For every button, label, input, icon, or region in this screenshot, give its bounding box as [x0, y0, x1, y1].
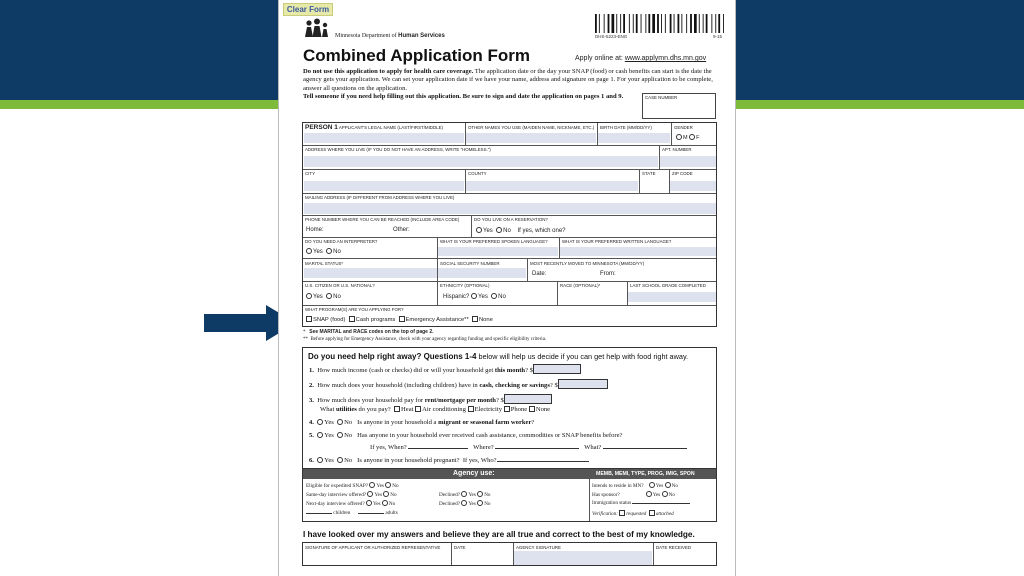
footnote-2: ** Before applying for Emergency Assistance, check with your agency regarding funding and specific eligibility criteria. — [303, 337, 547, 342]
reservation-no-radio[interactable] — [496, 227, 502, 233]
spoken-language-label: WHAT IS YOUR PREFERRED SPOKEN LANGUAGE? — [440, 239, 548, 244]
apply-online-text: Apply online at: www.applymn.dhs.mn.gov — [575, 55, 707, 62]
other-names-label: OTHER NAMES YOU USE (MAIDEN NAME, NICKNAME, ETC.) — [468, 125, 595, 130]
citizen-options: Yes No — [306, 293, 341, 300]
income-input[interactable] — [533, 364, 581, 374]
city-input[interactable] — [304, 181, 464, 191]
q5-no-radio[interactable] — [337, 432, 343, 438]
question-2: 2. How much does your household (including children) have in cash, checking or savings? $ — [309, 379, 608, 389]
nextday-declined-no-radio[interactable] — [477, 500, 483, 506]
birth-date-input[interactable] — [598, 133, 670, 143]
written-language-label: WHAT IS YOUR PREFERRED WRITTEN LANGUAGE? — [562, 239, 672, 244]
other-names-input[interactable] — [466, 133, 596, 143]
help-section-title: Do you need help right away? Questions 1-4 below will help us decide if you can get help with food right away. — [308, 352, 689, 361]
moved-date-label: Date: — [532, 271, 547, 277]
address-input[interactable] — [304, 156, 658, 167]
immigration-status-input[interactable] — [632, 503, 690, 504]
marital-status-label: MARITAL STATUS* — [305, 261, 344, 266]
form-footnotes — [303, 329, 715, 343]
q6-yes-radio[interactable] — [317, 457, 323, 463]
q4-no-radio[interactable] — [337, 419, 343, 425]
rent-input[interactable] — [504, 394, 552, 404]
legal-name-input[interactable] — [304, 133, 464, 143]
agency-signature-label: AGENCY SIGNATURE — [516, 545, 561, 550]
agency-codes: MEMB, MEMI, TYPE, PROG, IMIG, SPON — [596, 470, 695, 477]
utility-phone-checkbox[interactable] — [504, 406, 510, 412]
q5-what-input[interactable] — [603, 448, 687, 449]
signature-row — [302, 542, 717, 566]
verification-attached-checkbox[interactable] — [649, 510, 655, 516]
citizen-yes-radio[interactable] — [306, 293, 312, 299]
sameday-no-radio[interactable] — [383, 491, 389, 497]
mailing-address-input[interactable] — [304, 203, 716, 214]
same-day-row: Same-day interview offered? Yes No — [306, 492, 397, 498]
zip-code-input[interactable] — [670, 181, 716, 191]
barcode-icon — [595, 14, 725, 33]
form-instructions: Do not use this application to apply for health care coverage. The application date or the day your SNAP (food) or cash benefits can start is the date the agency gets your application. We can set your application date if we have your name, address and signature on page 1. For your application to be complete, answer all questions on the application. Tell someone if you need help filling out this application. Be sure to sign and date the application on pages 1 and 9. — [303, 68, 713, 101]
expedited-yes-radio[interactable] — [369, 482, 375, 488]
question-3: 3. How much does your household pay for rent/mortgage per month? $ — [309, 394, 552, 404]
apply-online-link[interactable]: www.applymn.dhs.mn.gov — [624, 55, 707, 62]
program-cash-checkbox[interactable] — [349, 316, 355, 322]
reservation-options: Yes No If yes, which one? — [476, 227, 566, 234]
q5-when-input[interactable] — [408, 448, 468, 449]
sameday-declined-row: Declined? Yes No — [439, 492, 491, 498]
moved-from-label: From: — [600, 271, 616, 277]
q4-yes-radio[interactable] — [317, 419, 323, 425]
signature-date-field[interactable] — [453, 552, 512, 564]
mailing-address-label: MAILING ADDRESS (IF DIFFERENT FROM ADDRESS WHERE YOU LIVE) — [305, 195, 455, 200]
next-day-row: Next-day interview offered? Yes No — [306, 501, 396, 507]
ssn-label: SOCIAL SECURITY NUMBER — [440, 261, 500, 266]
program-emergency-checkbox[interactable] — [399, 316, 405, 322]
gender-f-radio[interactable] — [689, 134, 695, 140]
phone-other-label: Other: — [393, 227, 410, 233]
signature-date-label: DATE — [454, 545, 466, 550]
program-snap-checkbox[interactable] — [306, 316, 312, 322]
program-none-checkbox[interactable] — [472, 316, 478, 322]
phone-home-label: Home: — [306, 227, 324, 233]
utility-heat-checkbox[interactable] — [394, 406, 400, 412]
race-label: RACE (OPTIONAL)* — [560, 283, 601, 288]
city-label: CITY — [305, 171, 316, 176]
q6-no-radio[interactable] — [337, 457, 343, 463]
nextday-yes-radio[interactable] — [366, 500, 372, 506]
sponsor-yes-radio[interactable] — [646, 491, 652, 497]
gender-options: M F — [676, 134, 700, 141]
expedited-no-radio[interactable] — [385, 482, 391, 488]
form-code: DHS-5223-ENG — [595, 34, 628, 39]
citizen-label: U.S. CITIZEN OR U.S. NATIONAL? — [305, 283, 375, 288]
nextday-no-radio[interactable] — [382, 500, 388, 506]
form-revision-date: 9-15 — [713, 34, 723, 39]
hispanic-no-radio[interactable] — [491, 293, 497, 299]
q5-where-input[interactable] — [495, 448, 579, 449]
utility-none-checkbox[interactable] — [529, 406, 535, 412]
date-received-label: DATE RECEIVED — [656, 545, 692, 550]
question-4: 4. Yes No Is anyone in your household a migrant or seasonal farm worker? — [309, 419, 535, 426]
address-label: ADDRESS WHERE YOU LIVE (IF YOU DO NOT HAVE AN ADDRESS, WRITE "HOMELESS.") — [305, 147, 491, 152]
sponsor-no-radio[interactable] — [662, 491, 668, 497]
nextday-declined-yes-radio[interactable] — [461, 500, 467, 506]
ethnicity-label: ETHNICITY (OPTIONAL) — [440, 283, 490, 288]
intends-no-radio[interactable] — [665, 482, 671, 488]
form-title: Combined Application Form — [303, 46, 530, 65]
case-number-label: CASE NUMBER — [645, 95, 678, 100]
interpreter-no-radio[interactable] — [326, 248, 332, 254]
help-right-away-section — [302, 347, 717, 469]
apt-number-label: APT. NUMBER — [662, 147, 692, 152]
case-number-box[interactable] — [642, 93, 716, 119]
question-6: 6. Yes No Is anyone in your household pregnant? If yes, Who? — [309, 457, 589, 464]
question-5-details: If yes, When? Where? What? — [370, 444, 687, 451]
utility-electricity-checkbox[interactable] — [468, 406, 474, 412]
verification-row: Verification: requested attached — [592, 511, 674, 517]
adults-count-input[interactable] — [358, 513, 384, 514]
apt-number-input[interactable] — [660, 156, 716, 167]
intends-yes-radio[interactable] — [649, 482, 655, 488]
sameday-declined-no-radio[interactable] — [477, 491, 483, 497]
interpreter-yes-radio[interactable] — [306, 248, 312, 254]
savings-input[interactable] — [558, 379, 608, 389]
immigration-status-row: Immigration status — [592, 500, 690, 506]
intends-reside-row: Intends to reside in MN? Yes No — [592, 483, 678, 489]
signature-label: SIGNATURE OF APPLICANT OR AUTHORIZED REPRESENTATIVE — [305, 545, 441, 550]
hispanic-options: Hispanic? Yes No — [443, 294, 506, 300]
application-form-page — [278, 0, 736, 576]
sponsor-row: Has sponsor? Yes No — [592, 492, 675, 498]
verification-requested-checkbox[interactable] — [619, 510, 625, 516]
county-input[interactable] — [466, 181, 638, 191]
gender-label: GENDER — [674, 125, 693, 130]
state-label: STATE — [642, 171, 656, 176]
person-1-section — [302, 122, 717, 327]
mn-dhs-logo-icon — [303, 18, 331, 38]
interpreter-options: Yes No — [306, 248, 341, 255]
agency-use-section — [302, 468, 717, 522]
zip-code-label: ZIP CODE — [672, 171, 693, 176]
hispanic-yes-radio[interactable] — [471, 293, 477, 299]
program-options: SNAP (food) Cash programs Emergency Assistance** None — [306, 316, 493, 323]
clear-form-button[interactable]: Clear Form — [283, 3, 333, 16]
nextday-declined-row: Declined? Yes No — [439, 501, 491, 507]
certification-statement: I have looked over my answers and believe they are all true and correct to the best of my knowledge. — [303, 530, 695, 539]
reservation-label: DO YOU LIVE ON A RESERVATION? — [474, 217, 548, 222]
person-1-label: PERSON 1 — [305, 124, 338, 131]
utilities-question: What utilities do you pay? Heat Air conditioning Electricity Phone None — [320, 406, 551, 413]
agency-use-title: Agency use: — [453, 470, 495, 477]
gender-m-radio[interactable] — [676, 134, 682, 140]
question-5: 5. Yes No Has anyone in your household ever received cash assistance, commodities or SNAP benefits before? — [309, 432, 623, 439]
county-label: COUNTY — [468, 171, 487, 176]
sameday-yes-radio[interactable] — [367, 491, 373, 497]
question-1: 1. How much income (cash or checks) did or will your household get this month? $ — [309, 364, 581, 374]
citizen-no-radio[interactable] — [326, 293, 332, 299]
department-name: Minnesota Department of Human Services — [335, 33, 445, 39]
children-count-input[interactable] — [306, 513, 332, 514]
q5-yes-radio[interactable] — [317, 432, 323, 438]
footnote-1: * See MARITAL and RACE codes on the top of page 2. — [303, 329, 434, 335]
q6-who-input[interactable] — [497, 461, 589, 462]
phone-label: PHONE NUMBER WHERE YOU CAN BE REACHED (INCLUDE AREA CODE) — [305, 217, 460, 222]
utility-air-checkbox[interactable] — [415, 406, 421, 412]
interpreter-label: DO YOU NEED AN INTERPRETER? — [305, 239, 378, 244]
school-grade-label: LAST SCHOOL GRADE COMPLETED — [630, 283, 706, 288]
moved-to-mn-label: MOST RECENTLY MOVED TO MINNESOTA (MM/DD/YY) — [530, 261, 645, 266]
expedited-snap-row: Eligible for expedited SNAP? Yes No — [306, 483, 399, 489]
applicant-signature-field[interactable] — [304, 552, 450, 564]
sameday-declined-yes-radio[interactable] — [461, 491, 467, 497]
reservation-yes-radio[interactable] — [476, 227, 482, 233]
household-count-row: children adults — [306, 510, 398, 516]
birth-date-label: BIRTH DATE (MM/DD/YY) — [600, 125, 652, 130]
legal-name-label: APPLICANT'S LEGAL NAME (LAST/FIRST/MIDDLE) — [338, 125, 443, 130]
programs-label: WHAT PROGRAM(S) ARE YOU APPLYING FOR? — [305, 307, 404, 312]
